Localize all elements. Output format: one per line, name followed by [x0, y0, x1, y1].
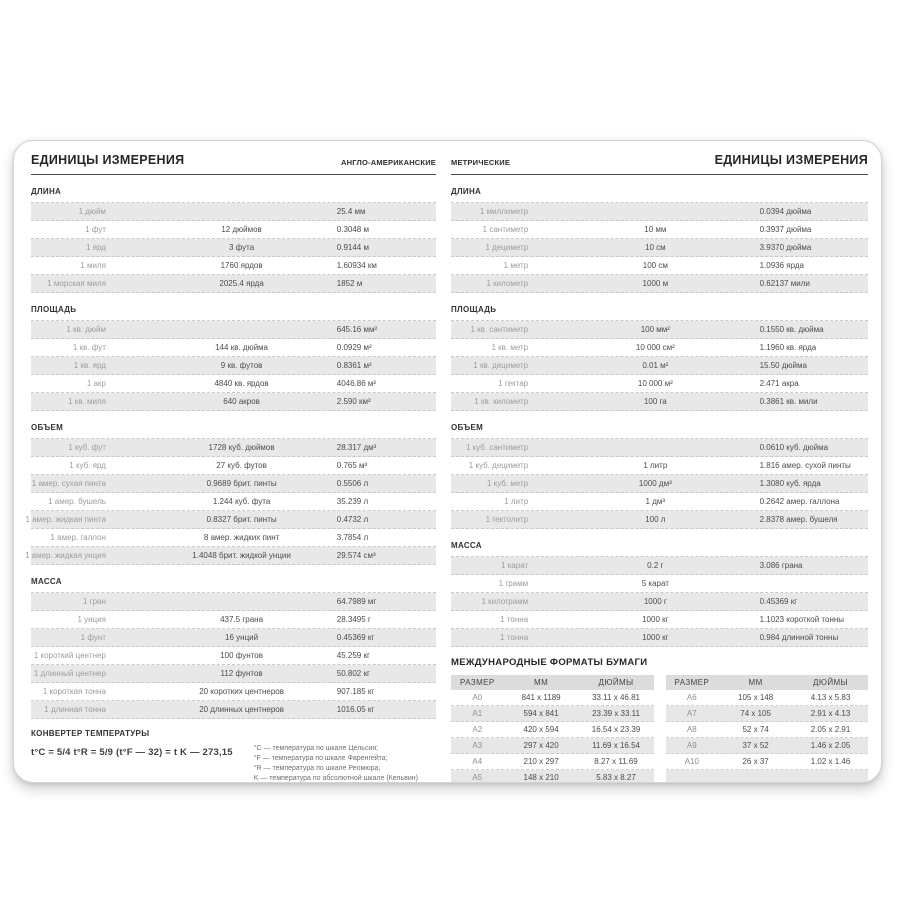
paper-row [666, 754, 869, 770]
unit-name: 1 амер. жидкая пинта [25, 515, 106, 524]
unit-name: 1 литр [504, 497, 529, 506]
unit-equivalent: 4840 кв. ярдов [214, 379, 269, 388]
conversion-row [31, 375, 436, 393]
paper-header-cell: ДЮЙМЫ [598, 678, 634, 687]
unit-value: 3.7854 л [336, 533, 369, 542]
conversion-row [31, 203, 436, 221]
unit-value: 0.3048 м [336, 225, 369, 234]
unit-equivalent: 3 фута [228, 243, 255, 252]
right-sections [451, 187, 868, 647]
unit-value: 0.9144 м [336, 243, 369, 252]
paper-inches: 5.83 x 8.27 [596, 773, 636, 782]
unit-equivalent: 437.5 грана [220, 615, 264, 624]
conversion-row [31, 239, 436, 257]
paper-row [666, 770, 869, 783]
unit-equivalent: 1 литр [643, 461, 668, 470]
unit-name: 1 кв. миля [68, 397, 106, 406]
unit-name: 1 кв. километр [474, 397, 529, 406]
unit-equivalent: 12 дюймов [221, 225, 262, 234]
unit-value: 1.3080 куб. ярда [759, 479, 821, 488]
paper-inches: 11.69 x 16.54 [592, 741, 640, 750]
unit-equivalent: 144 кв. дюйма [215, 343, 269, 352]
unit-equivalent: 20 коротких центнеров [199, 687, 284, 696]
unit-equivalent: 10 см [645, 243, 666, 252]
unit-value: 35.239 л [336, 497, 369, 506]
paper-row [451, 722, 654, 738]
temperature-formula: t°C = 5/4 t°R = 5/9 (t°F — 32) = t K — 273,15 [31, 747, 233, 758]
unit-name: 1 дюйм [78, 207, 106, 216]
temperature-content [31, 744, 436, 783]
legend-line: °C — температура по шкале Цельсия; [253, 745, 379, 752]
paper-mm: 420 x 594 [523, 725, 559, 734]
conversion-table [451, 202, 868, 293]
conversion-table [451, 438, 868, 529]
paper-inches: 33.11 x 46.81 [592, 693, 640, 702]
measure-section [451, 305, 868, 411]
unit-name: 1 куб. сантиметр [465, 443, 529, 452]
unit-equivalent: 100 л [645, 515, 666, 524]
conversion-row [451, 357, 868, 375]
unit-equivalent [148, 593, 334, 610]
legend-line: °F — температура по шкале Фаренгейта; [253, 755, 388, 763]
unit-value: 0.765 м³ [336, 461, 368, 470]
temperature-converter [31, 729, 436, 783]
conversion-row [31, 493, 436, 511]
unit-name: 1 тонна [500, 615, 529, 624]
unit-equivalent: 100 мм² [640, 325, 670, 334]
paper-inches: 2.91 x 4.13 [810, 709, 851, 718]
unit-equivalent: 20 длинных центнеров [199, 705, 284, 714]
paper-size: A8 [686, 725, 697, 734]
unit-name: 1 ярд [85, 243, 106, 252]
paper-row [451, 754, 654, 770]
unit-name: 1 кв. ярд [73, 361, 106, 370]
page-title: ЕДИНИЦЫ ИЗМЕРЕНИЯ [714, 153, 868, 167]
unit-value: 0.0929 м² [336, 343, 372, 352]
unit-value: 29.574 см³ [336, 551, 376, 560]
paper-table [666, 675, 869, 783]
unit-equivalent: 5 карат [641, 579, 669, 588]
unit-equivalent: 100 га [643, 397, 667, 406]
left-sections [24, 187, 436, 719]
conversion-row [25, 511, 436, 529]
unit-name: 1 километр [486, 279, 529, 288]
measure-section [451, 423, 868, 529]
paper-tables [451, 675, 868, 783]
unit-equivalent: 100 фунтов [220, 651, 263, 660]
unit-value: 1852 м [336, 279, 363, 288]
unit-value: 907.185 кг [336, 687, 375, 696]
paper-size: A2 [472, 725, 483, 734]
page-title: ЕДИНИЦЫ ИЗМЕРЕНИЯ [31, 153, 185, 167]
unit-name: 1 карат [500, 561, 529, 570]
conversion-row [451, 611, 868, 629]
page-subtitle: МЕТРИЧЕСКИЕ [451, 158, 511, 167]
unit-value: 2.471 акра [759, 379, 799, 388]
paper-size: A1 [472, 709, 483, 718]
unit-equivalent: 1000 г [643, 597, 667, 606]
conversion-table [31, 202, 436, 293]
paper-mm: 74 x 105 [740, 709, 771, 718]
legend-line: K — температура по абсолютной шкале (Кельвин) [253, 775, 418, 783]
unit-equivalent: 27 куб. футов [216, 461, 267, 470]
section-label: МАССА [31, 577, 62, 586]
paper-inches: 1.02 x 1.46 [810, 757, 851, 766]
unit-name: 1 амер. галлон [50, 533, 106, 542]
unit-value: 1.60934 км [336, 261, 377, 270]
unit-equivalent: 2025.4 ярда [219, 279, 264, 288]
unit-equivalent: 9 кв. футов [220, 361, 263, 370]
unit-value: 25.4 мм [336, 207, 366, 216]
unit-equivalent: 1728 куб. дюймов [208, 443, 275, 452]
paper-row [666, 690, 869, 706]
conversion-row [31, 629, 436, 647]
unit-name: 1 дециметр [485, 243, 529, 252]
legend-line: °R — температура по шкале Реомюра; [253, 765, 381, 773]
unit-value: 3.086 грана [759, 561, 803, 570]
unit-name: 1 куб. дециметр [468, 461, 529, 470]
unit-value: 3.9370 дюйма [759, 243, 812, 252]
unit-equivalent: 1000 дм³ [638, 479, 672, 488]
unit-name: 1 миллиметр [479, 207, 529, 216]
unit-value: 0.62137 мили [759, 279, 810, 288]
conversion-row [451, 275, 868, 293]
unit-equivalent: 112 фунтов [220, 669, 263, 678]
paper-header-cell: РАЗМЕР [674, 678, 710, 687]
conversion-table [451, 556, 868, 647]
left-page [24, 141, 436, 783]
unit-name: 1 кв. сантиметр [470, 325, 529, 334]
conversion-row [451, 557, 868, 575]
unit-name: 1 миля [80, 261, 106, 270]
paper-mm: 26 x 37 [742, 757, 769, 766]
unit-name: 1 кв. фут [72, 343, 106, 352]
unit-equivalent: 640 акров [223, 397, 260, 406]
unit-name: 1 унция [77, 615, 106, 624]
paper-size: A9 [686, 741, 697, 750]
unit-value: 15.50 дюйма [759, 361, 807, 370]
measure-section [24, 423, 436, 565]
paper-header-cell: ММ [534, 678, 549, 687]
paper-header-row [451, 675, 654, 690]
conversion-row [31, 701, 436, 719]
paper-inches: 2.05 x 2.91 [810, 725, 851, 734]
right-page [451, 141, 868, 782]
unit-value: 64.7989 мг [336, 597, 377, 606]
unit-value: 0.45369 кг [336, 633, 375, 642]
unit-name: 1 метр [503, 261, 529, 270]
unit-value: 28.317 дм³ [336, 443, 377, 452]
conversion-table [451, 320, 868, 411]
unit-equivalent [148, 321, 334, 338]
unit-name: 1 кв. дюйм [66, 325, 106, 334]
conversion-row [451, 439, 868, 457]
unit-value: 0.3861 кв. мили [759, 397, 818, 406]
paper-size: A3 [472, 741, 483, 750]
unit-name: 1 грамм [498, 579, 529, 588]
measure-section [451, 541, 868, 647]
paper-inches: 16.54 x 23.39 [591, 725, 641, 734]
unit-value: 1.816 амер. сухой пинты [759, 461, 851, 470]
paper-mm: 594 x 841 [523, 709, 559, 718]
unit-equivalent: 1000 м [642, 279, 669, 288]
paper-size: A7 [686, 709, 697, 718]
unit-value: 0.1550 кв. дюйма [759, 325, 824, 334]
conversion-row [31, 339, 436, 357]
unit-equivalent: 0.2 г [647, 561, 664, 570]
paper-mm: 297 x 420 [523, 741, 559, 750]
unit-value: 0.984 длинной тонны [759, 633, 839, 642]
unit-name: 1 гран [83, 597, 106, 606]
unit-name: 1 тонна [500, 633, 529, 642]
measure-section [451, 187, 868, 293]
conversion-row [24, 547, 436, 565]
unit-equivalent: 1760 ярдов [220, 261, 263, 270]
unit-value: 0.4732 л [336, 515, 369, 524]
conversion-row [451, 593, 868, 611]
conversion-row [31, 439, 436, 457]
conversion-row [451, 475, 868, 493]
conversion-row [451, 203, 868, 221]
unit-equivalent: 1000 кг [642, 615, 669, 624]
temperature-legend [254, 744, 418, 783]
unit-value: 645.16 мм² [336, 325, 378, 334]
section-label: ДЛИНА [451, 187, 482, 196]
unit-name: 1 сантиметр [482, 225, 529, 234]
paper-table [451, 675, 654, 783]
unit-name: 1 куб. ярд [69, 461, 106, 470]
paper-size: A6 [686, 693, 697, 702]
unit-value: 50.802 кг [336, 669, 370, 678]
page-subtitle: АНГЛО-АМЕРИКАНСКИЕ [341, 158, 436, 167]
conversion-row [31, 221, 436, 239]
paper-size: A0 [472, 693, 483, 702]
unit-value: 1.1023 короткой тонны [759, 615, 845, 624]
unit-equivalent: 10 000 см² [635, 343, 675, 352]
unit-value: 2.590 км² [336, 397, 371, 406]
unit-name: 1 короткий центнер [33, 651, 106, 660]
unit-equivalent: 0.9689 брит. пинты [206, 479, 277, 488]
conversion-row [31, 275, 436, 293]
unit-equivalent: 0.8327 брит. пинты [206, 515, 277, 524]
unit-equivalent: 10 мм [644, 225, 667, 234]
unit-name: 1 фут [85, 225, 106, 234]
paper-row [451, 706, 654, 722]
measure-section [31, 187, 436, 293]
conversion-row [31, 665, 436, 683]
unit-value: 1.1960 кв. ярда [759, 343, 817, 352]
unit-name: 1 морская миля [47, 279, 106, 288]
unit-value: 0.3937 дюйма [759, 225, 812, 234]
unit-equivalent: 1000 кг [642, 633, 669, 642]
paper-row [451, 770, 654, 783]
section-label: ОБЪЕМ [451, 423, 484, 432]
conversion-row [451, 511, 868, 529]
conversion-row [31, 683, 436, 701]
unit-name: 1 куб. метр [486, 479, 529, 488]
conversion-row [451, 457, 868, 475]
unit-equivalent: 100 см [642, 261, 668, 270]
section-label: ДЛИНА [31, 187, 62, 196]
paper-inches: 1.46 x 2.05 [810, 741, 851, 750]
unit-equivalent [559, 439, 751, 456]
conversion-table [24, 438, 436, 565]
section-label: ПЛОЩАДЬ [31, 305, 77, 314]
reference-card [13, 140, 882, 783]
conversion-row [451, 493, 868, 511]
section-label: ПЛОЩАДЬ [451, 305, 497, 314]
conversion-row [451, 393, 868, 411]
conversion-row [31, 611, 436, 629]
unit-equivalent: 16 унций [225, 633, 259, 642]
paper-inches: 8.27 x 11.69 [594, 757, 638, 766]
section-label: ОБЪЕМ [31, 423, 64, 432]
unit-equivalent: 1.4048 брит. жидкой унции [192, 551, 291, 560]
paper-inches: 4.13 x 5.83 [810, 693, 851, 702]
unit-name: 1 гектолитр [485, 515, 529, 524]
conversion-table [31, 592, 436, 719]
paper-size: A4 [472, 757, 483, 766]
conversion-row [31, 321, 436, 339]
unit-equivalent: 0.01 м² [642, 361, 669, 370]
unit-value: 4046.86 м² [336, 379, 377, 388]
unit-value: 45.259 кг [336, 651, 370, 660]
paper-header-row [666, 675, 869, 690]
unit-name: 1 куб. фут [68, 443, 106, 452]
paper-size: A5 [472, 773, 483, 782]
conversion-row [31, 529, 436, 547]
unit-value: 0.45369 кг [759, 597, 798, 606]
paper-row [451, 690, 654, 706]
unit-name: 1 кв. метр [491, 343, 529, 352]
unit-name: 1 длинная тонна [44, 705, 106, 714]
unit-name: 1 килограмм [481, 597, 529, 606]
paper-mm: 210 x 297 [523, 757, 559, 766]
conversion-row [451, 257, 868, 275]
temperature-converter-title: КОНВЕРТЕР ТЕМПЕРАТУРЫ [31, 729, 150, 738]
measure-section [31, 577, 436, 719]
unit-equivalent: 1 дм³ [645, 497, 666, 506]
unit-name: 1 длинный центнер [33, 669, 106, 678]
paper-mm: 841 x 1189 [521, 693, 561, 702]
unit-name: 1 амер. сухая пинта [31, 479, 106, 488]
conversion-row [451, 575, 868, 593]
unit-name: 1 гектар [498, 379, 529, 388]
paper-formats-title: МЕЖДУНАРОДНЫЕ ФОРМАТЫ БУМАГИ [451, 657, 648, 668]
conversion-row [451, 239, 868, 257]
unit-equivalent: 8 амер. жидких пинт [203, 533, 280, 542]
unit-name: 1 фунт [80, 633, 106, 642]
unit-name: 1 акр [86, 379, 106, 388]
unit-name: 1 амер. бушель [48, 497, 106, 506]
paper-size: A10 [684, 757, 699, 766]
paper-header-cell: ММ [748, 678, 763, 687]
unit-name: 1 короткая тонна [42, 687, 106, 696]
paper-header-cell: ДЮЙМЫ [813, 678, 849, 687]
paper-mm: 37 x 52 [742, 741, 769, 750]
conversion-row [451, 321, 868, 339]
unit-value: 0.0394 дюйма [759, 207, 812, 216]
conversion-row [451, 339, 868, 357]
paper-mm: 105 x 148 [738, 693, 774, 702]
paper-row [666, 722, 869, 738]
unit-value: 1.0936 ярда [759, 261, 804, 270]
conversion-row [31, 647, 436, 665]
unit-value: 0.0610 куб. дюйма [759, 443, 829, 452]
measure-section [31, 305, 436, 411]
paper-mm: 148 x 210 [523, 773, 559, 782]
section-label: МАССА [451, 541, 482, 550]
paper-mm: 52 x 74 [742, 725, 769, 734]
unit-equivalent [559, 203, 751, 220]
unit-name: 1 амер. жидкая унция [24, 551, 106, 560]
unit-value: 1016.05 кг [336, 705, 375, 714]
paper-row [666, 738, 869, 754]
unit-value: 0.2642 амер. галлона [759, 497, 840, 506]
paper-formats [451, 657, 868, 783]
paper-row [451, 738, 654, 754]
paper-header-cell: РАЗМЕР [460, 678, 495, 687]
unit-value: 0.5506 л [336, 479, 369, 488]
conversion-row [31, 475, 436, 493]
conversion-row [451, 375, 868, 393]
conversion-row [31, 257, 436, 275]
conversion-row [31, 593, 436, 611]
conversion-row [451, 221, 868, 239]
conversion-row [31, 457, 436, 475]
right-page-header [451, 141, 868, 175]
unit-equivalent: 10 000 м² [637, 379, 673, 388]
conversion-table [31, 320, 436, 411]
unit-value: 28.3495 г [336, 615, 371, 624]
paper-inches: 23.39 x 33.11 [592, 709, 640, 718]
conversion-row [31, 393, 436, 411]
paper-row [666, 706, 869, 722]
unit-equivalent: 1.244 куб. фута [212, 497, 271, 506]
conversion-row [31, 357, 436, 375]
unit-value: 2.8378 амер. бушеля [759, 515, 838, 524]
unit-name: 1 кв. дециметр [473, 361, 529, 370]
left-page-header [31, 141, 436, 175]
unit-value: 0.8361 м² [336, 361, 372, 370]
unit-equivalent [148, 203, 334, 220]
conversion-row [451, 629, 868, 647]
